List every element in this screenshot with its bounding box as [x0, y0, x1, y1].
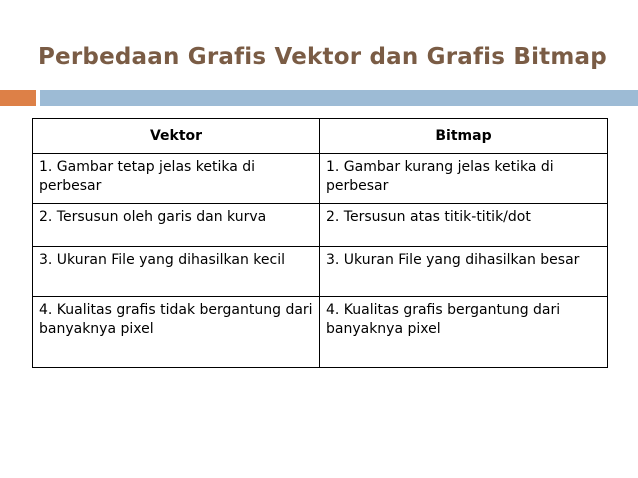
header-bitmap: Bitmap [320, 119, 608, 154]
table-cell-bitmap: 1. Gambar kurang jelas ketika di perbesar [320, 154, 608, 204]
table-cell-vektor: 3. Ukuran File yang dihasilkan kecil [33, 247, 320, 297]
table-row [33, 204, 608, 247]
table-cell-bitmap: 4. Kualitas grafis bergantung dari banyaknya pixel [320, 297, 608, 368]
comparison-table [32, 118, 608, 368]
header-vektor: Vektor [33, 119, 320, 154]
table-header-row [33, 119, 608, 154]
table-cell-vektor: 2. Tersusun oleh garis dan kurva [33, 204, 320, 247]
table-row [33, 247, 608, 297]
table-cell-bitmap: 2. Tersusun atas titik-titik/dot [320, 204, 608, 247]
table-cell-bitmap: 3. Ukuran File yang dihasilkan besar [320, 247, 608, 297]
accent-bar-orange [0, 90, 36, 106]
slide-title: Perbedaan Grafis Vektor dan Grafis Bitmap [38, 44, 607, 70]
table-row [33, 297, 608, 368]
table-cell-vektor: 1. Gambar tetap jelas ketika di perbesar [33, 154, 320, 204]
table-cell-vektor: 4. Kualitas grafis tidak bergantung dari banyaknya pixel [33, 297, 320, 368]
table-row [33, 154, 608, 204]
accent-bar-blue [40, 90, 638, 106]
